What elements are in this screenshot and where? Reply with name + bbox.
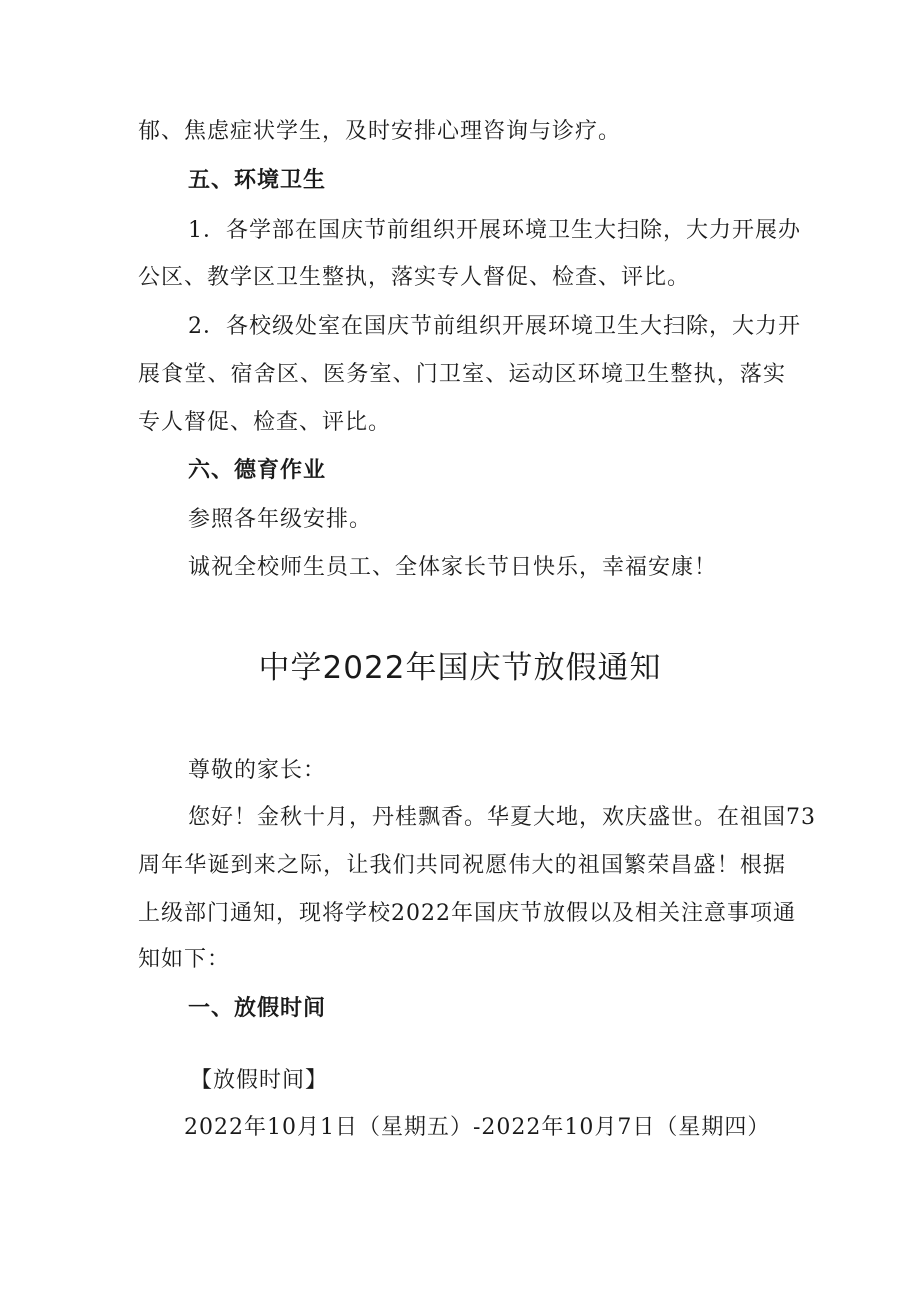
list-item-1-line-2: 公区、教学区卫生整执，落实专人督促、检查、评比。 [138,265,691,290]
intro-line-1: 您好！金秋十月，丹桂飘香。华夏大地，欢庆盛世。在祖国73 [188,805,816,830]
list-item-1-line-1: 1．各学部在国庆节前组织开展环境卫生大扫除，大力开展办 [188,218,801,243]
paragraph-continuation: 郁、焦虑症状学生，及时安排心理咨询与诊疗。 [138,119,622,144]
intro-line-2: 周年华诞到来之际，让我们共同祝愿伟大的祖国繁荣昌盛！根据 [138,853,786,878]
heading-holiday-time: 一、放假时间 [188,996,327,1021]
intro-line-3: 上级部门通知，现将学校2022年国庆节放假以及相关注意事项通 [138,901,796,926]
paragraph-homework: 参照各年级安排。 [188,507,373,532]
salutation: 尊敬的家长： [188,758,327,783]
list-item-2-line-1: 2．各校级处室在国庆节前组织开展环境卫生大扫除，大力开 [188,314,801,339]
document-title: 中学2022年国庆节放假通知 [258,650,662,686]
list-item-2-line-2: 展食堂、宿舍区、医务室、门卫室、运动区环境卫生整执，落实 [138,362,786,387]
paragraph-closing-wishes: 诚祝全校师生员工、全体家长节日快乐，幸福安康！ [188,555,718,580]
holiday-date-range: 2022年10月1日（星期五）-2022年10月7日（星期四） [184,1115,771,1140]
intro-line-4: 知如下： [138,947,231,972]
list-item-2-line-3: 专人督促、检查、评比。 [138,410,392,435]
heading-environment-hygiene: 五、环境卫生 [188,168,327,193]
heading-moral-homework: 六、德育作业 [188,458,327,483]
holiday-time-label: 【放假时间】 [190,1068,329,1093]
